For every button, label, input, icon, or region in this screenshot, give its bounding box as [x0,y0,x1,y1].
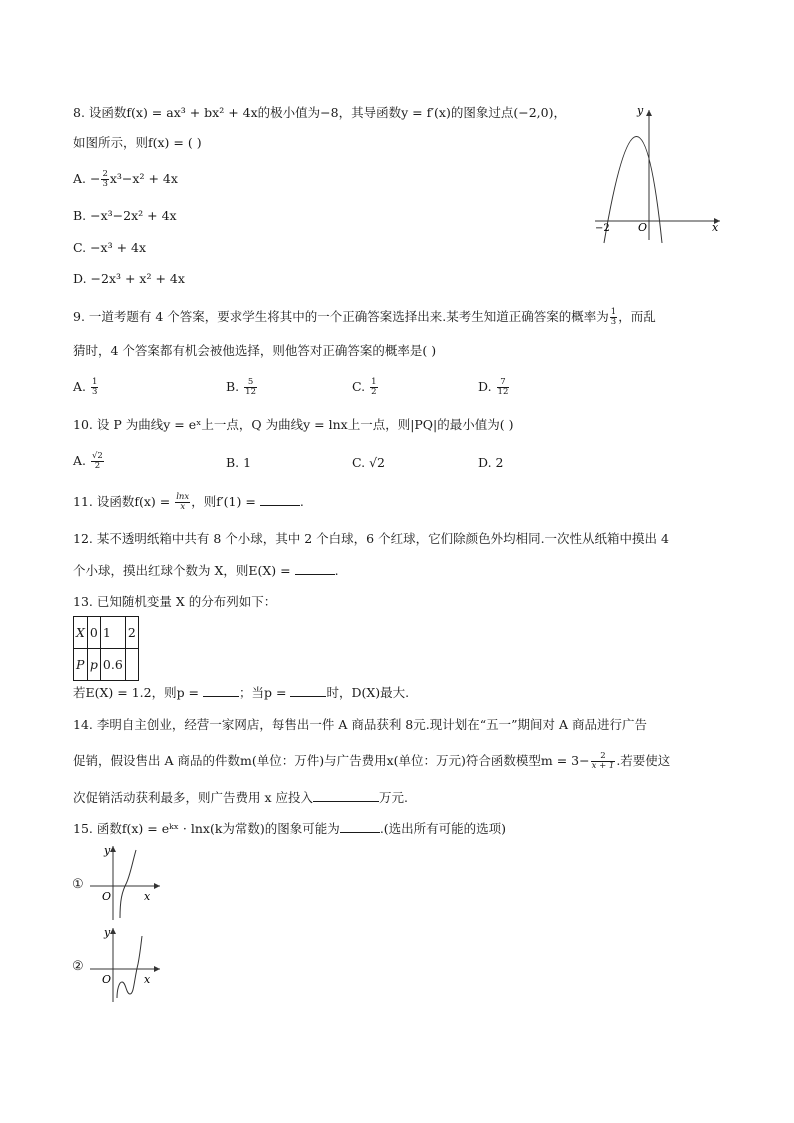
q9-d-num: 7 [497,378,510,388]
q8-parabola-curve [604,137,662,244]
q9-b-num: 5 [244,378,257,388]
q11-suffix: ，则f′(1) = [191,494,256,509]
q12-line2-end: . [334,563,339,578]
q15-graph1-marker: ① [72,877,84,892]
q14-line3 [73,789,408,807]
q8-option-b: B. −x³−2x² + 4x [73,208,177,223]
q14-fraction [591,752,616,771]
table-cell: p [87,649,100,681]
table-row [74,649,139,681]
q8-stem-line1: 8. 设函数f(x) = ax³ + bx² + 4x的极小值为−8，其导函数y = f′(x)的图象过点(−2,0)， [73,105,566,120]
q9-c-num: 1 [371,377,377,387]
q10-option-b: B. 1 [226,455,252,470]
table-cell [125,649,138,681]
q14-line2-b: .若要使这 [616,753,671,768]
table-row [74,617,139,649]
q8-derivative-graph [590,100,730,245]
q13-stem: 13. 已知随机变量 X 的分布列如下： [73,594,277,609]
q9-frac-num: 1 [610,307,617,317]
q11-fraction [175,493,190,512]
q8-option-d: D. −2x³ + x² + 4x [73,271,185,286]
q11-stem [73,493,304,512]
q14-line1: 14. 李明自主创业，经营一家网店，每售出一件 A 商品获利 8元.现计划在“五一”期间对 A 商品进行广告 [73,717,647,732]
q14-line3-b: 万元. [379,790,408,805]
q11-frac-num: lnx [176,492,190,502]
q9-stem-line1 [73,308,656,327]
q10-option-c: C. √2 [352,455,385,470]
q8-option-a [73,170,178,189]
q9-option-c-letter: C. [352,379,366,394]
table-cell: 0.6 [100,649,125,681]
q8-origin-label: O [638,221,648,234]
q15-graph1 [86,842,166,922]
q9-option-b-fraction [244,378,257,397]
table-cell: X [74,617,88,649]
q15-g2-y-arrow [110,928,116,934]
q9-stem-text-a: 9. 一道考题有 4 个答案，要求学生将其中的一个正确答案选择出来.某考生知道正确答案的概率为 [73,309,609,324]
q14-frac-den: x + 1 [591,761,615,771]
q10-option-a-letter: A. [73,453,87,468]
q9-stem-text-b: ，而乱 [618,309,656,324]
q15-g2-origin-label: O [102,973,112,986]
q8-frac-den: 3 [102,179,108,189]
q9-frac-den: 3 [610,317,617,327]
q15-g2-y-label: y [104,926,111,939]
q9-option-a-fraction [91,378,98,397]
q8-frac-num: 2 [102,169,108,179]
q10-a-den: 2 [94,461,101,471]
q15-g2-x-arrow [154,966,160,972]
q8-y-label: y [637,104,644,117]
q10-stem: 10. 设 P 为曲线y = eˣ上一点，Q 为曲线y = lnx上一点，则|PQ|的最小值为( ) [73,417,514,432]
table-cell: 0 [87,617,100,649]
q13-answer-blank-p[interactable] [203,684,239,697]
q14-line2-a: 促销，假设售出 A 商品的件数m(单位：万件)与广告费用x(单位：万元)符合函数模型m = 3− [73,753,590,768]
table-cell: 2 [125,617,138,649]
q14-line2 [73,752,670,771]
q11-answer-blank[interactable] [260,493,300,506]
q9-option-d-letter: D. [478,379,492,394]
q11-prefix: 11. 设函数f(x) = [73,494,171,509]
q9-option-d [478,378,510,397]
q8-option-a-prefix: A. − [73,171,101,186]
q8-option-a-fraction [101,170,108,189]
q15-stem-a: 15. 函数f(x) = eᵏˣ · lnx(k为常数)的图象可能为 [73,821,340,836]
q9-stem-line2: 猜时，4 个答案都有机会被他选择，则他答对正确答案的概率是( ) [73,343,437,358]
q8-x-label: x [712,221,719,234]
q13-answer-blank-max[interactable] [290,684,326,697]
q9-b-den: 12 [245,387,256,397]
q15-g1-y-arrow [110,846,116,852]
q9-option-b-letter: B. [226,379,240,394]
q15-graph2-marker: ② [72,959,84,974]
q15-g2-x-label: x [144,973,151,986]
q13-tail-a: 若E(X) = 1.2，则p = [73,685,200,700]
q9-option-d-fraction [497,378,510,397]
q13-tail [73,684,409,702]
q15-g1-x-label: x [144,890,151,903]
q9-a-num: 1 [92,377,98,387]
q15-g1-curve [120,850,136,918]
q9-option-a [73,378,99,397]
q15-answer-blank[interactable] [340,820,380,833]
q9-a-den: 3 [92,387,98,397]
q10-option-a [73,452,105,471]
q10-a-num: √2 [92,451,103,461]
q10-option-d: D. 2 [478,455,504,470]
q15-g1-x-arrow [154,883,160,889]
q8-stem-line2: 如图所示，则f(x) = ( ) [73,135,202,150]
q8-neg-two-label: −2 [595,223,610,234]
q15-g1-origin-label: O [102,890,112,903]
table-cell: P [74,649,88,681]
q12-line1: 12. 某不透明纸箱中共有 8 个小球，其中 2 个白球，6 个红球，它们除颜色外均相同.一次性从纸箱中摸出 4 [73,531,669,546]
q8-option-a-suffix: x³−x² + 4x [109,171,178,186]
q8-y-arrow [646,110,652,116]
q15-graph2 [86,924,166,1004]
q8-option-c: C. −x³ + 4x [73,240,147,255]
q9-c-den: 2 [371,387,377,397]
q11-end: . [299,494,304,509]
q13-distribution-table [73,616,139,681]
q13-tail-b: ；当p = [239,685,287,700]
q14-frac-num: 2 [591,752,616,762]
q12-answer-blank[interactable] [295,562,335,575]
q9-option-c-fraction [370,378,377,397]
q12-line2-prefix: 个小球，摸出红球个数为 X，则E(X) = [73,563,291,578]
q15-stem-b: .(选出所有可能的选项) [379,821,507,836]
q15-stem [73,820,506,838]
q15-g2-curve [117,936,142,998]
q9-option-c [352,378,379,397]
q14-line3-a: 次促销活动获利最多，则广告费用 x 应投入 [73,790,313,805]
q13-tail-c: 时，D(X)最大. [326,685,410,700]
q10-option-a-fraction [91,452,104,471]
q15-g1-y-label: y [104,844,111,857]
q9-option-b [226,378,258,397]
q14-answer-blank[interactable] [313,789,379,802]
q9-stem-fraction [610,308,617,327]
table-cell: 1 [100,617,125,649]
q12-line2 [73,562,339,580]
q9-d-den: 12 [497,387,509,397]
q9-option-a-letter: A. [73,379,87,394]
q11-frac-den: x [180,502,186,512]
